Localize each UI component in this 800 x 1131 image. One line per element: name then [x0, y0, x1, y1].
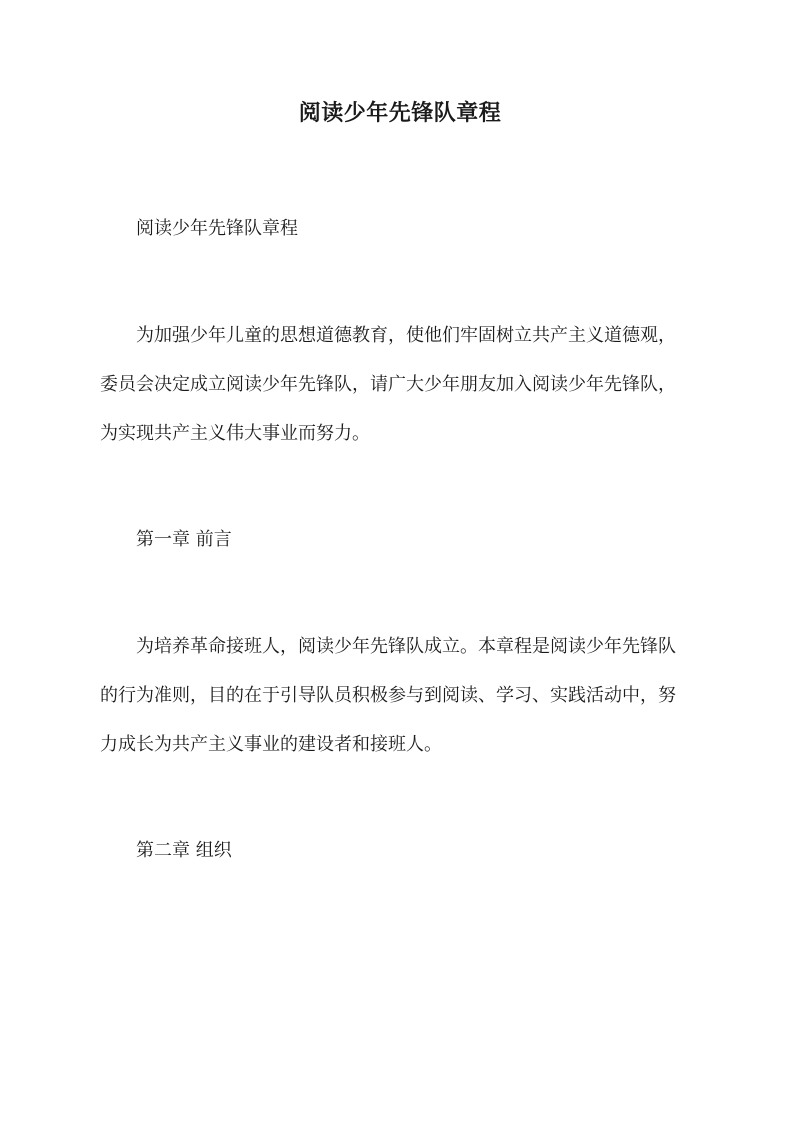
paragraph-line: 委员会决定成立阅读少年先锋队，请广大少年朋友加入阅读少年先锋队，: [100, 374, 676, 395]
document-subtitle: 阅读少年先锋队章程: [136, 218, 298, 239]
paragraph-line: 为加强少年儿童的思想道德教育，使他们牢固树立共产主义道德观，: [136, 325, 676, 346]
paragraph-line: 力成长为共产主义事业的建设者和接班人。: [100, 734, 442, 755]
chapter-heading: 第二章 组织: [136, 840, 232, 861]
paragraph-line: 的行为准则，目的在于引导队员积极参与到阅读、学习、实践活动中，努: [100, 685, 676, 706]
paragraph-line: 为培养革命接班人，阅读少年先锋队成立。本章程是阅读少年先锋队: [136, 636, 676, 657]
paragraph-line: 为实现共产主义伟大事业而努力。: [100, 423, 370, 444]
chapter-heading: 第一章 前言: [136, 529, 232, 550]
document-title: 阅读少年先锋队章程: [298, 100, 502, 126]
